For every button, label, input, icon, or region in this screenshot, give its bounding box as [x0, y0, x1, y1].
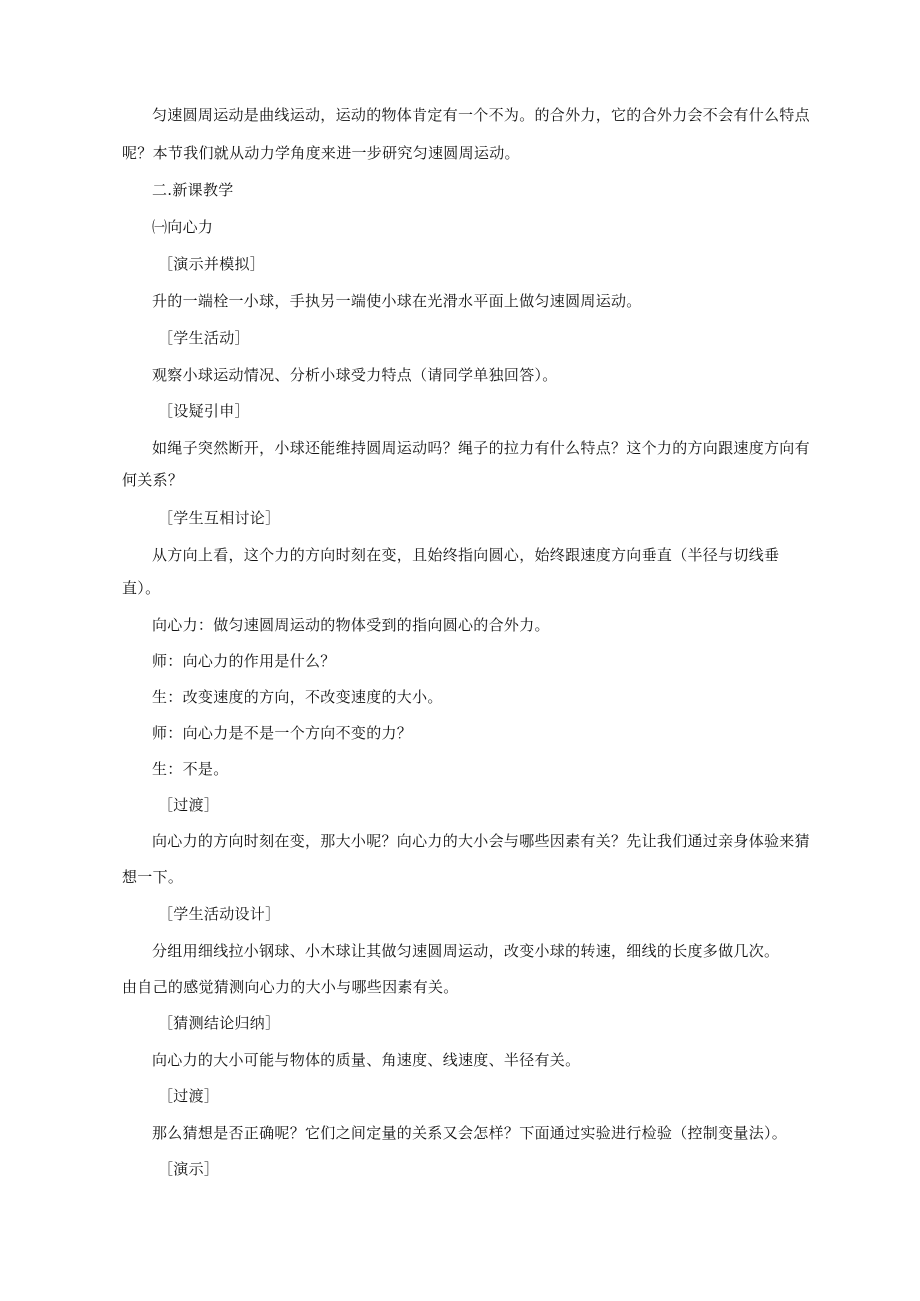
- section-label: ［学生互相讨论］: [158, 509, 281, 527]
- paragraph-line: 想一下。: [122, 868, 184, 886]
- dialogue-line: 师：向心力的作用是什么？: [152, 652, 336, 670]
- paragraph-line: 呢？本节我们就从动力学角度来进一步研究匀速圆周运动。: [122, 144, 520, 162]
- dialogue-line: 生：改变速度的方向，不改变速度的大小。: [152, 688, 443, 706]
- section-label: ［学生活动］: [158, 329, 250, 347]
- paragraph-line: 何关系？: [122, 471, 184, 489]
- section-label: ［过渡］: [158, 1087, 220, 1105]
- dialogue-line: 师：向心力是不是一个方向不变的力？: [152, 724, 413, 742]
- paragraph-line: 如绳子突然断开，小球还能维持圆周运动吗？绳子的拉力有什么特点？这个力的方向跟速度方向有: [152, 439, 810, 457]
- paragraph-line: 匀速圆周运动是曲线运动，运动的物体肯定有一个不为。的合外力，它的合外力会不会有什么特点: [152, 106, 810, 124]
- paragraph-line: 那么猜想是否正确呢？它们之间定量的关系又会怎样？下面通过实验进行检验（控制变量法）。: [152, 1124, 788, 1142]
- section-label: ［设疑引申］: [158, 402, 250, 420]
- paragraph-line: 直）。: [122, 579, 161, 597]
- section-label: ［演示］: [158, 1160, 220, 1178]
- section-label: ［演示并模拟］: [158, 255, 266, 273]
- section-label: ［猜测结论归纳］: [158, 1014, 281, 1032]
- paragraph-line: 分组用细线拉小钢球、小木球让其做匀速圆周运动，改变小球的转速，细线的长度多做几次。: [152, 942, 780, 960]
- section-label: ［学生活动设计］: [158, 905, 281, 923]
- paragraph-line: 向心力的大小可能与物体的质量、角速度、线速度、半径有关。: [152, 1051, 581, 1069]
- section-heading: 二.新课教学: [152, 181, 234, 199]
- paragraph-line: 升的一端栓一小球，手执另一端使小球在光滑水平面上做匀速圆周运动。: [152, 292, 642, 310]
- subsection-heading: ㈠向心力: [152, 218, 214, 236]
- paragraph-line: 从方向上看，这个力的方向时刻在变，且始终指向圆心，始终跟速度方向垂直（半径与切线垂: [152, 546, 780, 564]
- paragraph-line: 由自己的感觉猜测向心力的大小与哪些因素有关。: [122, 978, 459, 996]
- dialogue-line: 生：不是。: [152, 760, 229, 778]
- paragraph-line: 向心力的方向时刻在变，那大小呢？向心力的大小会与哪些因素有关？先让我们通过亲身体验来猜: [152, 832, 810, 850]
- definition-line: 向心力：做匀速圆周运动的物体受到的指向圆心的合外力。: [152, 616, 550, 634]
- paragraph-line: 观察小球运动情况、分析小球受力特点（请同学单独回答）。: [152, 366, 558, 384]
- section-label: ［过渡］: [158, 796, 220, 814]
